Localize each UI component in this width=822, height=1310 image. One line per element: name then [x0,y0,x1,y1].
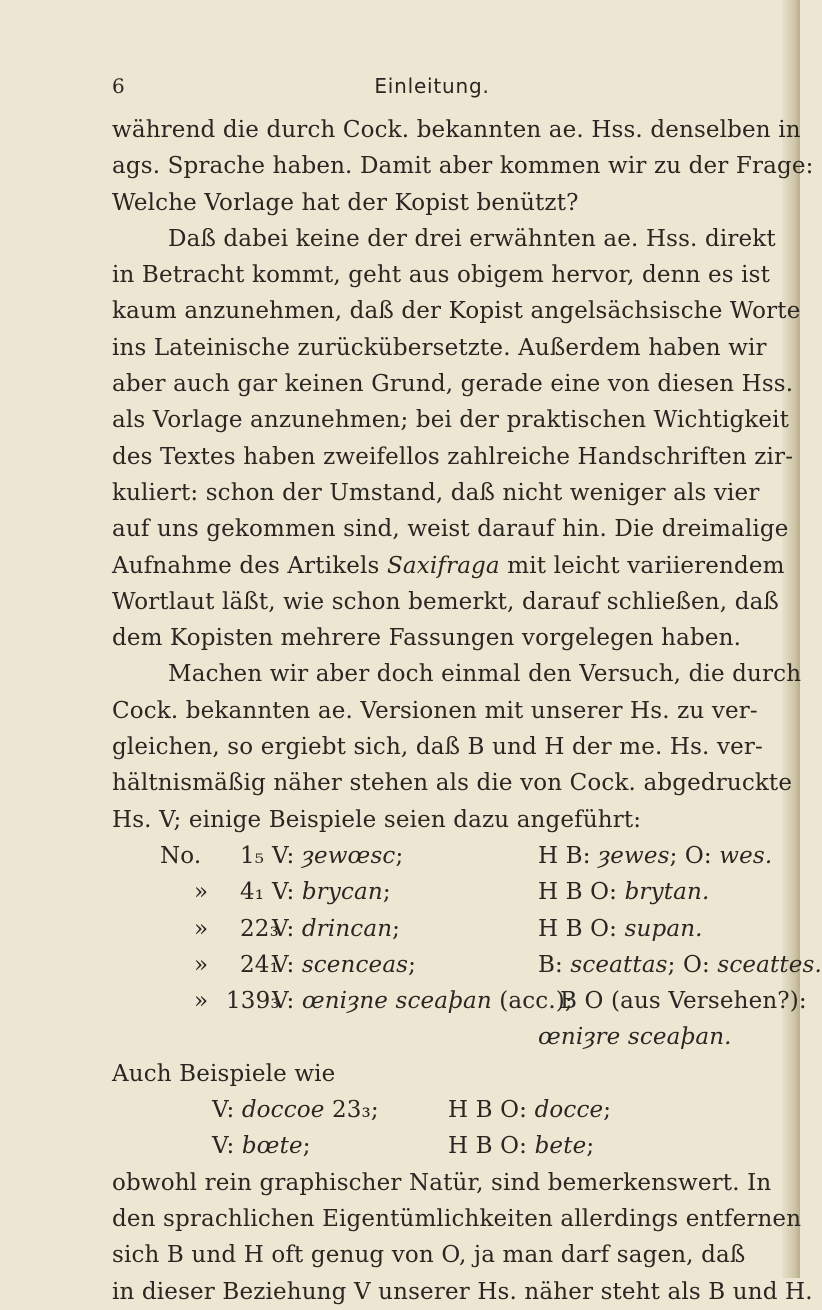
text-line: hältnismäßig näher stehen als die von Cock. abgedruckte [112,770,793,797]
example-ref: 4₁ [240,879,265,906]
text-line: Daß dabei keine der drei erwähnten ae. Hss. direkt [168,225,776,252]
hss-label: H B O: [538,879,625,906]
example-hss [538,947,822,983]
example-row [112,911,792,947]
example-row [112,874,792,910]
text-line: in dieser Beziehung V unserer Hs. näher steht als B und H. [112,1278,813,1305]
hss-form: sceattes. [717,951,822,978]
example-row [112,983,807,1019]
v-form: brycan [301,879,383,906]
hss-mid: ; O: [667,951,718,978]
example-row [112,1128,792,1164]
latin-term: Saxifraga [386,552,500,579]
hss-form: œniȝre sceaþan. [538,1024,732,1051]
hss-form: docce [534,1097,604,1124]
v-form: doccoe [241,1097,325,1124]
example-hss [538,911,703,947]
v-end: ; [302,1133,311,1160]
text-line: Welche Vorlage hat der Kopist benützt? [112,189,579,216]
text-line: während die durch Cock. bekannten ae. Hss. denselben in [112,117,801,143]
example-v [272,947,416,983]
hss-label: H B O: [448,1133,535,1160]
example-row [112,1092,792,1128]
hss-form: bete [534,1133,587,1160]
v-end: ; [382,879,391,906]
hss-end: ; [603,1097,612,1124]
text-line: Auch Beispiele wie [112,1060,336,1087]
hss-end: ; [586,1133,595,1160]
text-line [112,548,792,584]
page-body [112,112,822,1310]
text-line: ags. Sprache haben. Damit aber kommen wir zu der Frage: [112,153,814,180]
text-fragment: Aufnahme des Artikels [112,552,387,579]
v-label: V: [272,915,302,942]
v-end: 23₃; [324,1097,379,1124]
hss-form: ȝewes [598,842,670,869]
example-v [272,983,573,1019]
text-line: des Textes haben zweifellos zahlreiche Handschriften zir- [112,443,794,470]
v-form: drincan [301,915,393,942]
text-line: als Vorlage anzunehmen; bei der praktischen Wichtigkeit [112,407,790,434]
example-lead: » [194,988,209,1015]
hss-label: H B O: [538,915,625,942]
example-ref: 22₃ [240,915,279,942]
example-lead: » [194,951,209,978]
example-lead: » [194,915,209,942]
text-line: Cock. bekannten ae. Versionen mit unserer Hs. zu ver- [112,697,758,724]
v-label: V: [212,1097,242,1124]
example-v [212,1128,311,1164]
example-v [272,838,403,874]
example-v [212,1092,379,1128]
hss-mid: ; O: [669,842,720,869]
v-form: ȝewœsc [301,842,396,869]
text-line: obwohl rein graphischer Natür, sind bemerkenswert. In [112,1169,772,1196]
example-hss [538,874,709,910]
v-label: V: [272,842,302,869]
text-fragment: mit leicht variierendem [499,552,785,579]
text-line: dem Kopisten mehrere Fassungen vorgelegen haben. [112,625,742,652]
v-form: scenceas [301,951,409,978]
v-label: V: [272,951,302,978]
example-lead: » [194,879,209,906]
v-form: bœte [241,1133,303,1160]
hss-label: H B O: [448,1097,535,1124]
text-line: Machen wir aber doch einmal den Versuch, die durch [168,661,802,688]
hss-label: B: [538,951,571,978]
text-line: kaum anzunehmen, daß der Kopist angelsächsische Worte [112,298,801,325]
example-ref: 139₃ [226,988,280,1015]
example-row [112,947,822,983]
running-header [112,74,752,100]
hss-form: sceattas [570,951,668,978]
hss-form: wes. [719,842,773,869]
hss-form: brytan. [624,879,710,906]
example-hss [448,1128,594,1164]
v-end: ; [395,842,404,869]
v-label: V: [272,879,302,906]
example-ref: 1₅ [240,842,265,869]
text-line: gleichen, so ergiebt sich, daß B und H der me. Hs. ver- [112,734,763,761]
running-title: Einleitung. [374,74,490,98]
v-label: V: [272,988,302,1015]
text-line: in Betracht kommt, geht aus obigem hervor, denn es ist [112,262,771,289]
example-continuation [112,1019,792,1055]
text-line: ins Lateinische zurückübersetzte. Außerdem haben wir [112,334,767,361]
text-line: Wortlaut läßt, wie schon bemerkt, darauf schließen, daß [112,588,779,615]
example-v [272,874,391,910]
text-line: auf uns gekommen sind, weist darauf hin. Die dreimalige [112,516,789,543]
text-line: sich B und H oft genug von O, ja man darf sagen, daß [112,1242,746,1269]
v-form: œniȝne sceaþan [301,988,492,1015]
v-end: ; [408,951,417,978]
example-hss [448,1092,611,1128]
text-line: aber auch gar keinen Grund, gerade eine von diesen Hss. [112,371,794,398]
text-line: kuliert: schon der Umstand, daß nicht weniger als vier [112,479,760,506]
v-end: (acc.); [491,988,573,1015]
example-v [272,911,400,947]
text-line: Hs. V; einige Beispiele seien dazu angeführt: [112,806,642,833]
v-end: ; [392,915,401,942]
example-ref: 24₁ [240,951,279,978]
example-hss: B O (aus Versehen?): [560,988,807,1015]
example-hss [538,838,772,874]
page-number: 6 [112,74,126,98]
hss-label: H B: [538,842,599,869]
hss-form: supan. [624,915,703,942]
text-line: den sprachlichen Eigentümlichkeiten allerdings entfernen [112,1205,802,1232]
example-row [112,838,792,874]
v-label: V: [212,1133,242,1160]
example-lead: No. [160,842,202,869]
